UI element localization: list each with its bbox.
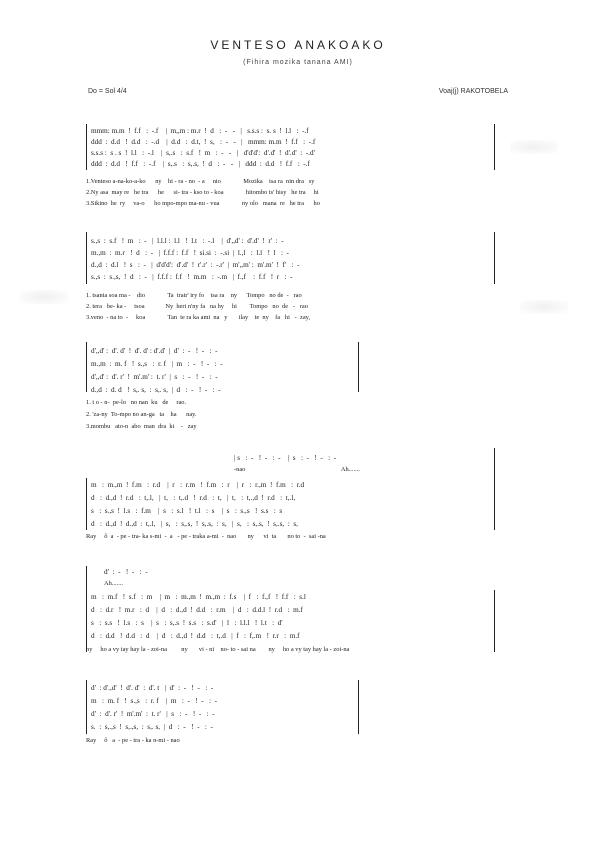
voice-top-line: | s : - ! - : - | s : - ! - : - (234, 454, 337, 462)
scan-smudge (520, 300, 568, 314)
system-bar-right (494, 448, 495, 530)
lyric-verse-1: ny ho a vy tay hay la - zoi-na ny vi - ni no- to - sai na ny ho a vy tay hay la - zoi-na (86, 646, 350, 653)
lyric-verse-1: 1. tsanta soa ma - dio Ta tratr' iry fo tsa ra ny Tompo no de - rao (86, 292, 302, 299)
voice-alto: m : m. f ! s.,s : r. f | m : - ! - : - (91, 697, 218, 705)
lyric-verse-1: Ray ô a - pe - tra - ka n-mi - nao (86, 737, 180, 744)
system-bar-left (86, 680, 87, 734)
voice-bass: s. : s,.,s ! s,.,s, : s,. s, | d : - ! - : - (91, 723, 213, 731)
system-bar-right (494, 590, 495, 652)
voice-tenor: d',,d' : d'. r' ! m'.m' : t. r' | s : - ! - : - (91, 373, 218, 381)
lyric-verse-2: 2.Ny asa may re he tra he si- tra - kso to - koa hitombo ts' hisy he tra hi (86, 189, 319, 196)
system-bar-left (86, 342, 87, 392)
system-bar-right (358, 680, 359, 734)
composer-credit: Voaj(j) RAKOTOBELA (438, 88, 508, 95)
voice-tenor: s : s.s ! l.s : s | s : s,.s ! s.s : s.d' | l : l.l.l ! l.t : d' (91, 619, 283, 627)
lyric-verse-3: 3.Sikino he ry va-o ho mpo-mpo ma-nu - vua ny olo mana re he tra ho (86, 200, 320, 207)
key-signature: Do = Sol 4/4 (88, 88, 127, 95)
voice-tenor: d.,d : d.l ! s : - | d'd'd': d'.d' ! r'.r' : -.r' | m',,m' : m'.m' ! f' : - (91, 261, 300, 269)
lyric-verse-2: 2. 'za-ny To-mpo no an-ga ta ha nay. (86, 411, 197, 418)
system-bar-left (86, 232, 87, 284)
voice-soprano: d' : d'.,d' ! d'. d' : d'. t | d' : - ! - : - (91, 684, 214, 692)
voice-soprano: mmm: m.m ! f.f : -.f | m,,m : m.r ! d : - - | s.s.s : s. s ! l.l : -.f (91, 127, 309, 135)
lyric-top-line: -nao Ah....... (234, 466, 360, 473)
voice-soprano: m : m.,m ! f.m : r.d | r : r.m ! f.m : r | r : r.,m ! f.m : r.d (91, 481, 305, 489)
voice-tenor: d' : d'. r' ! m'.m' : t. r' | s : - ! - : - (91, 710, 215, 718)
voice-alto: d : d.,d ! r.d : t,.l, | t, : t,.d ! r.d : t, | t, : t,.,d ! r.d : t,.l, (91, 494, 296, 502)
voice-soprano: m : m.f ! s.f : m | m : m.,m ! m.,m : f.s | f : f.,f ! f.f : s.l (91, 593, 306, 601)
voice-soprano: s.,s : s.f ! m : - | l.l.l : l.l ! l.t : -.l | d',,d' : d'.d' ! r' : - (91, 237, 284, 245)
lyric-verse-3: 3.veno - na to - koa Tan te ra ka ami na y ilay te ny fa hi - zay, (86, 314, 311, 321)
voice-bass: ddd : d.d ! f.f : -.f | s,.s : s,.s, ! d : - - | ddd : d.d ! f.f : -.f (91, 160, 310, 168)
song-title: VENTESO ANAKOAKO (210, 38, 386, 52)
song-subtitle: (Fihira mozika tanana AMI) (243, 59, 353, 66)
system-bar-right (358, 342, 359, 392)
lyric-verse-1: 1. t o - n- pe-lo no nan ku de rao. (86, 399, 187, 406)
scan-smudge (20, 290, 68, 304)
scan-smudge (510, 140, 558, 154)
voice-alto: m.,m : m. f ! s.,s : r. f | m : - ! - : - (91, 360, 223, 368)
voice-tenor: s : s.,s ! l.s : f.m | s : s.l ! t.l : s | s : s.,s ! s.s : s (91, 507, 283, 515)
voice-top-line: d' : - ! - : - (104, 568, 148, 576)
lyric-verse-1: 1.Venteso a-na-ko-a-ko ny hi - ra - no - a nio Mozika tsa ra nin dra sy (86, 178, 315, 185)
lyric-verse-1: Ray ô a - pe - tra- ka s-mi - a - pe - traka a-mi - nao ny vi ta no to - sai -na (86, 533, 326, 540)
voice-soprano: d',,d' : d'. d' ! d'. d' : d'.d' | d' : - ! - : - (91, 347, 218, 355)
lyric-verse-2: 2. tera be- ka - tsoa Ny heri n'ny fa na hy hi Tompo no de - rao (86, 303, 308, 310)
voice-bass: d : d.d ! d.d : d | d : d.,d ! d.d : t,.d | f : f,.m ! r.r : m.f (91, 632, 300, 640)
voice-alto: m.,m : m.r ! d : - | f.f.f : f.f ! si.si : -.si | l.,l : l.l ! l : - (91, 249, 289, 257)
lyric-verse-3: 3.mombu ato-n abo man dra ki - zay (86, 423, 197, 430)
voice-bass: d.,d : d. d ! s,. s, : s,. s, | d : - ! - : - (91, 386, 221, 394)
system-bar-left (86, 566, 87, 652)
voice-alto: ddd : d.d ! d.d : -.d | d.d : d.t, ! s, : - - | mmm: m.m ! f.f : -.f (91, 138, 316, 146)
voice-bass: d : d.,d ! d.,d : t,.l, | s, : s,.s, ! s,.s, : s, | s, : s,.s, ! s,.s, : s, (91, 520, 298, 528)
voice-tenor: s.s.s : s . s ! l.l : -.l | s,.s : s.f ! m : - - | d'd'd': d'.d' ! d'.d' : -.d' (91, 149, 315, 157)
system-bar-right (494, 232, 495, 284)
voice-alto: d : d.r ! m.r : d | d : d.,d ! d.d : r.m | d : d.d.l ! r.d : m.f (91, 606, 303, 614)
voice-bass: s.,s : s.,s, ! d : - | f.f.f : f.f ! m.m : -.m | f.,f : f.f ! r : - (91, 273, 293, 281)
system-bar-left (86, 124, 87, 170)
lyric-top-line: Ah....... (104, 580, 123, 587)
system-bar-right (494, 124, 495, 170)
system-bar-left (86, 478, 87, 530)
